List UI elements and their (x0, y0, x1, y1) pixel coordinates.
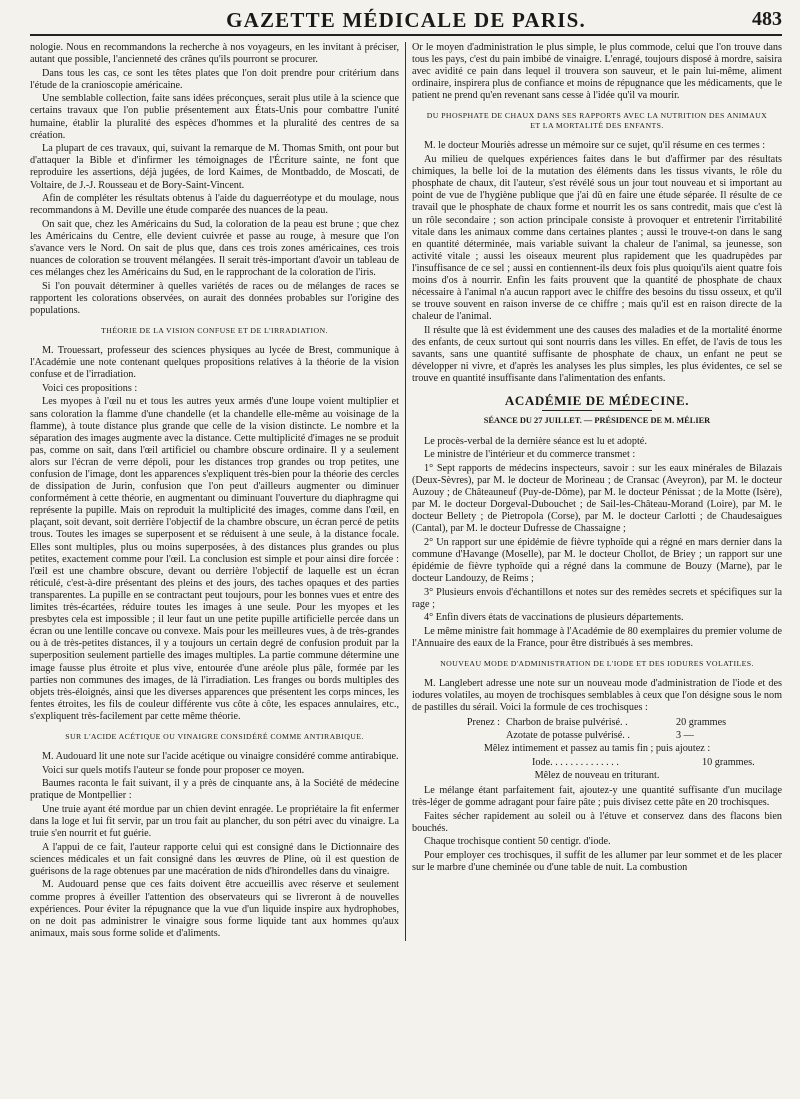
formula-instruction: Mêlez de nouveau en triturant. (534, 770, 660, 781)
paragraph: M. le docteur Mouriès adresse un mémoire sur ce sujet, qu'il résume en ces termes : (424, 140, 766, 152)
paragraph: 4° Enfin divers états de vaccinations de plusieurs départements. (424, 612, 684, 624)
section-heading: THÉORIE DE LA VISION CONFUSE ET DE L'IRRADIATION. (101, 326, 328, 336)
journal-title: GAZETTE MÉDICALE DE PARIS. (226, 8, 586, 32)
formula-instruction: Mêlez intimement et passez au tamis fin ; puis ajoutez : (483, 743, 711, 755)
formula-block (412, 717, 782, 782)
paragraph: Faites sécher rapidement au soleil ou à l'étuve et conservez dans des flacons bien bouchés. (412, 810, 782, 834)
paragraph: Une semblable collection, faite sans idées préconçues, serait plus utile à la science que certains travaux que l'on publie présentement aux États-Unis pour combattre l'unité humaine, établir la pluralité des espèces d'hommes et la pluralité des centres de sa création. (30, 93, 399, 141)
paragraph: M. Trouessart, professeur des sciences physiques au lycée de Brest, communique à l'Académie une note contenant quelques propositions relatives à la théorie de la vision confuse et de l'irradiation. (30, 345, 399, 381)
paragraph: Le ministre de l'intérieur et du commerce transmet : (424, 449, 636, 461)
paragraph: 3° Plusieurs envois d'échantillons et notes sur des remèdes secrets et spécifiques sur la rage ; (412, 586, 782, 610)
formula-prenez: Prenez : (466, 717, 500, 729)
page-header (30, 0, 782, 36)
formula-row (412, 730, 782, 743)
formula-quantity: 3 — (676, 729, 694, 741)
paragraph: M. Audouard lit une note sur l'acide acétique ou vinaigre considéré comme antirabique. (42, 750, 399, 762)
text-columns (30, 42, 782, 941)
paragraph: Chaque trochisque contient 50 centigr. d'iode. (424, 836, 611, 848)
paragraph: Une truie ayant été mordue par un chien devint enragée. Le propriétaire la fit enfermer dans la loge et lui fit servir, par un trou fait au plancher, du son pétri avec du vinaigre. La truie s'en nourrit et fut guérie. (30, 803, 399, 840)
formula-ingredient: Charbon de braise pulvérisé. . (506, 717, 628, 729)
paragraph: On sait que, chez les Américains du Sud, la coloration de la peau est brune ; que chez les Américains du Centre, elle devient cuivrée et passe au rouge, à mesure que l'on s'avance vers le Nord. On sait de plus que, dans ces trois zones américaines, ces trois nuances de coloration se trouvent mélangées. Il serait très-important d'avoir un tableau de ces mélanges chez les Américains du Sud, en le rapprochant de la coloration de l'iris. (30, 218, 399, 279)
formula-ingredient: Azotate de potasse pulvérisé. . (506, 729, 630, 741)
paragraph: Au milieu de quelques expériences faites dans le but d'affirmer par des résultats chimiques, la belle loi de la mutation des éléments dans les tissus vivants, le rôle du phosphate de chaux, dit l'auteur, s'est révélé sous un jour tout nouveau et si important au point de vue de l'hygiène publique que j'ai dû en faire une étude séparée. Il résulte de ce travail que le phosphate de chaux forme et nourrit les os sans contredit, mais que c'est là un rôle secondaire ; son action principale consiste à provoquer et entretenir l'irritabilité vitale dans les animaux comme dans certaines plantes ; aussi le trouve-t-on dans le sang en quantité déterminée, mais variable suivant la chaleur de l'animal, sa jeunesse, son activité vitale ; aussi les oiseaux meurent plus rapidement que les quadrupèdes par l'insuffisance de ce sel ; aussi en contiennent-ils deux fois plus quoiqu'ils aient quatre fois moins d'os à nourrir. Enfin les faits prouvent que la quantité de phosphate de chaux nécessaire à l'animal n'a aucun rapport avec le chiffre des besoins du tissu osseux, et qu'il se trouve souvent en raison inverse de ce chiffre ; mais qu'il est en raison directe de la chaleur de l'animal. (412, 154, 782, 323)
paragraph: 2° Un rapport sur une épidémie de fièvre typhoïde qui a régné en mars dernier dans la commune d'Havange (Moselle), par M. le docteur Chollot, de Briey ; un rapport sur une épidémie de fièvre typhoïde qui a régné dans la commune de Bouzy (Marne), par le docteur Landouzy, de Reims ; (412, 536, 782, 585)
paragraph: Le même ministre fait hommage à l'Académie de 80 exemplaires du premier volume de l'Annuaire des eaux de la France, pour être distribués à ses membres. (412, 625, 782, 650)
formula-quantity: 20 grammes (676, 717, 727, 729)
academy-heading: ACADÉMIE DE MÉDECINE. (504, 393, 690, 409)
section-heading: NOUVEAU MODE D'ADMINISTRATION DE L'IODE ET DES IODURES VOLATILES. (440, 659, 754, 669)
paragraph: 1° Sept rapports de médecins inspecteurs, savoir : sur les eaux minérales de Bilazais (Deux-Sèvres), par M. le docteur de Morineau ; de Cransac (Aveyron), par M. le docteur Auzouy ; de Châteauneuf (Puy-de-Dôme), par M. le docteur Pénissat ; de la Motte (Isère), par M. le docteur Dorgeval-Dubouchet ; de Sail-les-Château-Morand (Loire), par M. le docteur Bellety ; de Pietropola (Corse), par M. le docteur Carlotti ; de Chaudesaigues (Cantal), par M. le docteur Dufresse de Chassaigne ; (412, 462, 782, 535)
paragraph: Si l'on pouvait déterminer à quelles variétés de races ou de mélanges de races se rapportent les colorations observées, on aurait des données probables sur l'origine des populations. (30, 280, 399, 316)
paragraph: Or le moyen d'administration le plus simple, le plus commode, celui que l'on trouve dans tous les pays, c'est du pain imbibé de vinaigre. L'enragé, toujours disposé à mordre, saisira avec avidité ce pain dans lequel il trouvera son sauveur, et le pain lui-même, aliment ordinaire, inspirera plus de confiance et moins de répugnance que les médicaments, que le patient ne prend qu'en revenant sans cesse à l'idée qu'il va mourir. (412, 42, 782, 102)
divider (542, 410, 652, 411)
paragraph: A l'appui de ce fait, l'auteur rapporte celui qui est consigné dans le Dictionnaire des sciences médicales et un fait consigné dans les œuvres de Pline, où il est question de guérisons de la rage obtenues par une macération de nids d'hirondelles dans du vinaigre. (30, 841, 399, 877)
session-line: SÉANCE DU 27 JUILLET. — PRÉSIDENCE DE M. MÉLIER (483, 416, 711, 426)
section-heading-continued: ET LA MORTALITÉ DES ENFANTS. (530, 121, 664, 131)
page-number: 483 (752, 8, 782, 30)
paragraph: Pour employer ces trochisques, il suffit de les allumer par leur sommet et de les placer sur le marbre d'une cheminée ou d'une table de nuit. La combustion (412, 850, 782, 874)
paragraph: Voici ces propositions : (42, 382, 138, 394)
section-heading: DU PHOSPHATE DE CHAUX DANS SES RAPPORTS AVEC LA NUTRITION DES ANIMAUX (426, 111, 768, 121)
paragraph: Voici sur quels motifs l'auteur se fonde pour proposer ce moyen. (42, 764, 305, 776)
paragraph: Le mélange étant parfaitement fait, ajoutez-y une quantité suffisante d'un mucilage très-léger de gomme adragant pour faire pâte ; puis divisez cette pâte en 20 trochisques. (412, 785, 782, 809)
left-column (30, 42, 405, 941)
paragraph: Afin de compléter les résultats obtenus à l'aide du daguerréotype et du moulage, nous recommandons à M. Deville une étude comparée des nuances de la peau. (30, 193, 399, 217)
paragraph: Il résulte que là est évidemment une des causes des maladies et de la mortalité énorme des enfants, de ceux surtout qui sont nourris dans les villes. En effet, de l'avis de tous les savants, sans une quantité suffisante de phosphate de chaux, un enfant ne peut se développer ni vivre, et d'après les analyses les plus simples, les plus évidentes, ce sel se trouve en quantité insuffisante dans l'alimentation des enfants. (412, 324, 782, 385)
right-column (405, 42, 782, 941)
formula-quantity: 10 grammes. (702, 756, 755, 768)
paragraph: La plupart de ces travaux, qui, suivant la remarque de M. Thomas Smith, ont pour but d'attaquer la Bible et d'infirmer les témoignages de l'Écriture sainte, ne font que reproduire les assertions, déjà jugées, de lord Kaimes, de Montbaddo, de Moscati, de Voltaire, de J.-J. Rousseau et de Bory-Saint-Vincent. (30, 143, 399, 191)
paragraph: nologie. Nous en recommandons la recherche à nos voyageurs, en les invitant à préciser, autant que possible, l'ancienneté des crânes qu'ils pourront se procurer. (30, 42, 399, 66)
paragraph: M. Langlebert adresse une note sur un nouveau mode d'administration de l'iode et des iodures volatiles, au moyen de trochisques semblables à ceux que l'on désigne sous le nom de pastilles du sérail. Voici la formule de ces trochisques : (412, 678, 782, 714)
formula-row (412, 717, 782, 730)
formula-ingredient: Iode. . . . . . . . . . . . . . (532, 756, 619, 768)
paragraph: Les myopes à l'œil nu et tous les autres yeux armés d'une loupe voient multiplier et sans coloration la flamme d'une chandelle (et la chandelle elle-même au voisinage de la flamme), à toute distance plus grande que celle de la vision distincte. Le nombre et la séparation des images augmente avec la distance. Cette multiplicité d'images ne se produit pas, comme on sait, dans l'œil artificiel ou chambre obscure ordinaire. Il y a seulement alors sur l'écran de verre dépoli, pour les distances trop grandes ou trop petites, une confusion de l'image, dont les apparences s'expliquent très-bien pour la théorie des cercles de dissipation de Jurin, confusion que l'on peut d'ailleurs augmenter ou diminuer conformément à cette théorie, en augmentant ou diminuant l'ouverture du diaphragme qui représente la pupille. Mais on reproduit la multiplicité des images, comme dans l'œil, en plaçant, soit devant, soit derrière l'objectif de la chambre obscure, un écran percé de petits trous. Toutes les images se superposent et se réduisent à une seule, à la distance focale. Elles sont multiples, plus ou moins superposées, à des distances plus grandes ou plus petites, exactement comme pour l'œil. La conclusion est simple et pour ainsi dire forcée : l'œil est une chambre obscure, devant ou derrière l'objectif de laquelle est un écran réticulé, c'est-à-dire présentant des pleins et des jours, des taches opaques et des parties transparentes. La pupille en se contractant peut toujours, pour les bonnes vues et entre des limites très-écartées, réduire toutes les images à une seule. Pour les myopes et les presbytes cela est impossible ; il leur faut un une petite pupille artificielle percée dans un écran ou une lentille concave ou convexe. Mais pour les meilleures vues, à de très-grandes ou à de très-petites distances, il y a toujours un certain degré de confusion produit par la superposition seulement partielle des images multiples. La partie commune détermine une image fausse plus étroite et plus vive, entourée d'une aréole plus pâle, formée par les parties non communes des images, de là l'irradiation. Les franges ou bords multiples des objets très-éloignés, ainsi que les diverses apparences que présentent les corps minces, les fentes étroites, les fils de couleur différente vus côte à côte, les espaces annulaires, etc., s'expliquent très-facilement par cette même théorie. (30, 396, 399, 722)
paragraph: Le procès-verbal de la dernière séance est lu et adopté. (424, 435, 647, 447)
formula-row (412, 757, 782, 770)
paragraph: M. Audouard pense que ces faits doivent être accueillis avec réserve et seulement comme propres à éveiller l'attention des observateurs qui se livreront à de nouvelles expériences. Pour éviter la répugnance que la vue d'un liquide inspire aux hydrophobes, on ne doit pas administrer le vinaigre sous forme liquide tant aux hommes qu'aux animaux, mais sous forme solide et d'aliments. (30, 879, 399, 939)
paragraph: Dans tous les cas, ce sont les têtes plates que l'on doit prendre pour critérium dans l'étude de la cranioscopie américaine. (30, 67, 399, 91)
paragraph: Baumes raconta le fait suivant, il y a près de cinquante ans, à la Société de médecine pratique de Montpellier : (30, 778, 399, 802)
section-heading: SUR L'ACIDE ACÉTIQUE OU VINAIGRE CONSIDÉRÉ COMME ANTIRABIQUE. (65, 731, 364, 741)
